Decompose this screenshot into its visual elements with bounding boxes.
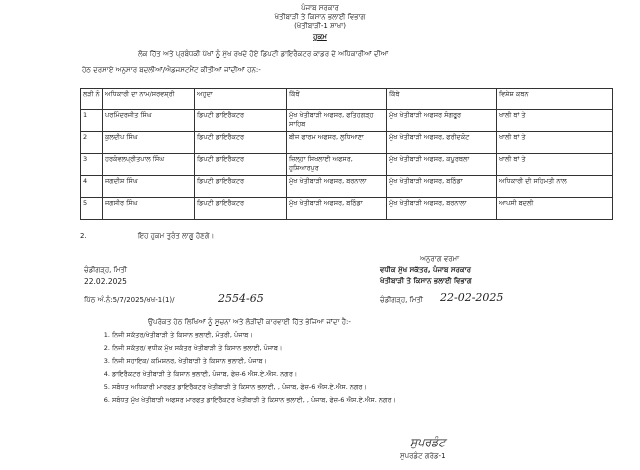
cell-remarks: ਖਾਲੀ ਥਾਂ ਤੇ <box>497 154 613 176</box>
cell-serial: 4 <box>81 176 103 198</box>
cell-serial: 5 <box>81 198 103 220</box>
cell-from: ਬੀਜ ਫਾਰਮ ਅਫਸਰ, ਲੁਧਿਆਣਾ <box>287 132 387 154</box>
department-name: ਖੇਤੀਬਾੜੀ ਤੇ ਕਿਸਾਨ ਭਲਾਈ ਵਿਭਾਗ <box>274 13 366 21</box>
list-item: 2. ਨਿਜੀ ਸਕੱਤਰ/ ਵਧੀਕ ਮੁੱਖ ਸਕੱਤਰ ਖੇਤੀਬਾੜੀ ਤੇ ਕਿਸਾਨ ਭਲਾਈ, ਪੰਜਾਬ। <box>112 343 632 354</box>
header-to: ਕਿੱਥੇ <box>387 89 497 110</box>
signatory-name: ਅਨੁਰਾਗ ਵਰਮਾ <box>420 255 460 263</box>
cell-serial: 3 <box>81 154 103 176</box>
cell-to: ਮੁੱਖ ਖੇਤੀਬਾੜੀ ਅਫਸਰ ਸੰਗਰੂਰ <box>387 110 497 132</box>
cell-designation: ਡਿਪਟੀ ਡਾਇਰੈਕਟਰ <box>195 132 287 154</box>
endorsement-handwritten-no: 2554-65 <box>218 292 264 305</box>
branch-name: (ਖੇਤੀਬਾੜੀ-1 ਸ਼ਾਖਾ) <box>294 22 346 30</box>
cell-to: ਮੁੱਖ ਖੇਤੀਬਾੜੀ ਅਫਸਰ, ਫਰੀਦਕੋਟ <box>387 132 497 154</box>
cell-to: ਮੁੱਖ ਖੇਤੀਬਾੜੀ ਅਫਸਰ, ਕਪੂਰਥਲਾ <box>387 154 497 176</box>
cell-to: ਮੁੱਖ ਖੇਤੀਬਾੜੀ ਅਫਸਰ, ਬਠਿੰਡਾ <box>387 176 497 198</box>
document-title: ਹੁਕਮ <box>313 33 327 41</box>
signatory-department: ਖੇਤੀਬਾੜੀ ਤੇ ਕਿਸਾਨ ਭਲਾਈ ਵਿਭਾਗ <box>380 277 472 285</box>
cell-remarks: ਖਾਲੀ ਥਾਂ ਤੇ <box>497 132 613 154</box>
header-designation: ਅਹੁਦਾ <box>195 89 287 110</box>
header-officer-name: ਅਧਿਕਾਰੀ ਦਾ ਨਾਮ/ਸਰਵਸ਼੍ਰੀ <box>103 89 195 110</box>
cell-remarks: ਖਾਲੀ ਥਾਂ ਤੇ <box>497 110 613 132</box>
cell-designation: ਡਿਪਟੀ ਡਾਇਰੈਕਟਰ <box>195 176 287 198</box>
cell-designation: ਡਿਪਟੀ ਡਾਇਰੈਕਟਰ <box>195 110 287 132</box>
cell-remarks: ਆਪਸੀ ਬਦਲੀ <box>497 198 613 220</box>
cell-from: ਮੁੱਖ ਖੇਤੀਬਾੜੀ ਅਫਸਰ, ਫਤਿਹਗੜ੍ਹ ਸਾਹਿਬ <box>287 110 387 132</box>
endorsement-number: ਪਿੱਠ ਅੰ.ਨੰ:5/7/2025/ਖਖ-1(1)/ <box>84 296 175 304</box>
para-2-text: ਇਹ ਹੁਕਮ ਤੁਰੰਤ ਲਾਗੂ ਹੋਣਗੇ। <box>138 232 215 240</box>
table-row <box>81 198 613 220</box>
distribution-intro: ਉਪਰੋਕਤ ਹੇਠ ਲਿਖਿਆਂ ਨੂੰ ਸੂਚਨਾ ਅਤੇ ਲੋੜੀਂਦੀ ਕਾਰਵਾਈ ਹਿੱਤ ਭੇਜਿਆ ਜਾਂਦਾ ਹੈ:- <box>148 318 351 326</box>
cell-from: ਮੁੱਖ ਖੇਤੀਬਾੜੀ ਅਫਸਰ, ਬਰਨਾਲਾ <box>287 176 387 198</box>
endorsement-place-date-label: ਚੰਡੀਗੜ੍ਹ, ਮਿਤੀ <box>380 296 424 304</box>
header-remarks: ਵਿਸ਼ੇਸ਼ ਕਥਨ <box>497 89 613 110</box>
cell-officer-name: ਕੁਲਦੀਪ ਸਿੰਘ <box>103 132 195 154</box>
table-row <box>81 154 613 176</box>
signatory-designation: ਵਧੀਕ ਮੁੱਖ ਸਕੱਤਰ, ਪੰਜਾਬ ਸਰਕਾਰ <box>380 266 471 274</box>
cell-serial: 2 <box>81 132 103 154</box>
cell-officer-name: ਹਰਕੰਵਲਪ੍ਰੀਤਪਾਲ ਸਿੰਘ <box>103 154 195 176</box>
list-item: 6. ਸਬੰਧਤ ਮੁੱਖ ਖੇਤੀਬਾੜੀ ਅਫਸਰ ਮਾਰਫਤ ਡਾਇਰੈਕਟਰ ਖੇਤੀਬਾੜੀ ਤੇ ਕਿਸਾਨ ਭਲਾਈ, , ਪੰਜਾਬ, ਫੇਜ਼-6 ਐਸ.ਏ.ਐਸ. ਨਗਰ। <box>112 395 632 406</box>
intro-line-2: ਹੇਠ ਦਰਸਾਏ ਅਨੁਸਾਰ ਬਦਲੀਆਂ/ਐਡਜਸਟਮੈਂਟ ਕੀਤੀਆਂ ਜਾਂਦੀਆਂ ਹਨ:- <box>82 66 261 74</box>
cell-designation: ਡਿਪਟੀ ਡਾਇਰੈਕਟਰ <box>195 154 287 176</box>
endorsement-handwritten-date: 22-02-2025 <box>440 291 504 304</box>
place-date-label: ਚੰਡੀਗੜ੍ਹ, ਮਿਤੀ <box>84 266 128 274</box>
cell-officer-name: ਪਰਮਿੰਦਰਜੀਤ ਸਿੰਘ <box>103 110 195 132</box>
para-2-number: 2. <box>80 232 87 240</box>
cell-to: ਮੁੱਖ ਖੇਤੀਬਾੜੀ ਅਫਸਰ, ਬਰਨਾਲਾ <box>387 198 497 220</box>
list-item: 4. ਡਾਇਰੈਕਟਰ ਖੇਤੀਬਾੜੀ ਤੇ ਕਿਸਾਨ ਭਲਾਈ, ਪੰਜਾਬ, ਫੇਜ਼-6 ਐਸ.ਏ.ਐਸ. ਨਗਰ। <box>112 369 632 380</box>
header-serial: ਲੜੀ ਨੰ <box>81 89 103 110</box>
cell-officer-name: ਜਗਦੀਸ਼ ਸਿੰਘ <box>103 176 195 198</box>
header-from: ਕਿੱਥੋਂ <box>287 89 387 110</box>
table-header-row <box>81 89 613 110</box>
cell-from: ਮੁੱਖ ਖੇਤੀਬਾੜੀ ਅਫਸਰ, ਬਠਿੰਡਾ <box>287 198 387 220</box>
transfers-table <box>80 88 613 220</box>
govt-name: ਪੰਜਾਬ ਸਰਕਾਰ <box>301 4 339 12</box>
table-row <box>81 110 613 132</box>
cell-designation: ਡਿਪਟੀ ਡਾਇਰੈਕਟਰ <box>195 198 287 220</box>
table-row <box>81 176 613 198</box>
cell-remarks: ਅਧਿਕਾਰੀ ਦੀ ਸਹਿਮਤੀ ਨਾਲ <box>497 176 613 198</box>
list-item: 1. ਨਿਜੀ ਸਕੱਤਰ/ਖੇਤੀਬਾੜੀ ਤੇ ਕਿਸਾਨ ਭਲਾਈ, ਮੰਤਰੀ, ਪੰਜਾਬ। <box>112 330 632 341</box>
list-item: 3. ਨਿਜੀ ਸਹਾਇਕ/ ਕਮਿਸ਼ਨਰ, ਖੇਤੀਬਾੜੀ ਤੇ ਕਿਸਾਨ ਭਲਾਈ, ਪੰਜਾਬ। <box>112 356 632 367</box>
cell-from: ਜ਼ਿਲ੍ਹਾ ਸਿਖਲਾਈ ਅਫਸਰ, ਹੁਸ਼ਿਆਰਪੁਰ <box>287 154 387 176</box>
cell-officer-name: ਜਗਸੀਰ ਸਿੰਘ <box>103 198 195 220</box>
superintendent-designation: ਸੁਪਰਡੰਟ ਗਰੇਡ-1 <box>400 452 446 460</box>
cell-serial: 1 <box>81 110 103 132</box>
order-date: 22.02.2025 <box>84 277 127 286</box>
table-row <box>81 132 613 154</box>
distribution-list <box>100 330 632 408</box>
list-item: 5. ਸਬੰਧਤ ਅਧਿਕਾਰੀ ਮਾਰਫਤ ਡਾਇਰੈਕਟਰ ਖੇਤੀਬਾੜੀ ਤੇ ਕਿਸਾਨ ਭਲਾਈ, , ਪੰਜਾਬ, ਫੇਜ਼-6 ਐਸ.ਏ.ਐਸ. ਨਗਰ। <box>112 382 632 393</box>
intro-line-1: ਲੋਕ ਹਿੱਤ ਅਤੇ ਪ੍ਰਬੰਧਕੀ ਪੱਖਾਂ ਨੂੰ ਮੁੱਖ ਰਖਦੇ ਹੋਏ ਡਿਪਟੀ ਡਾਇਰੈਕਟਰ ਕਾਡਰ ਦੇ ਅਧਿਕਾਰੀਆਂ ਦੀਆਂ <box>138 50 389 58</box>
superintendent-signature: ਸੁਪਰਡੰਟ <box>410 436 446 449</box>
